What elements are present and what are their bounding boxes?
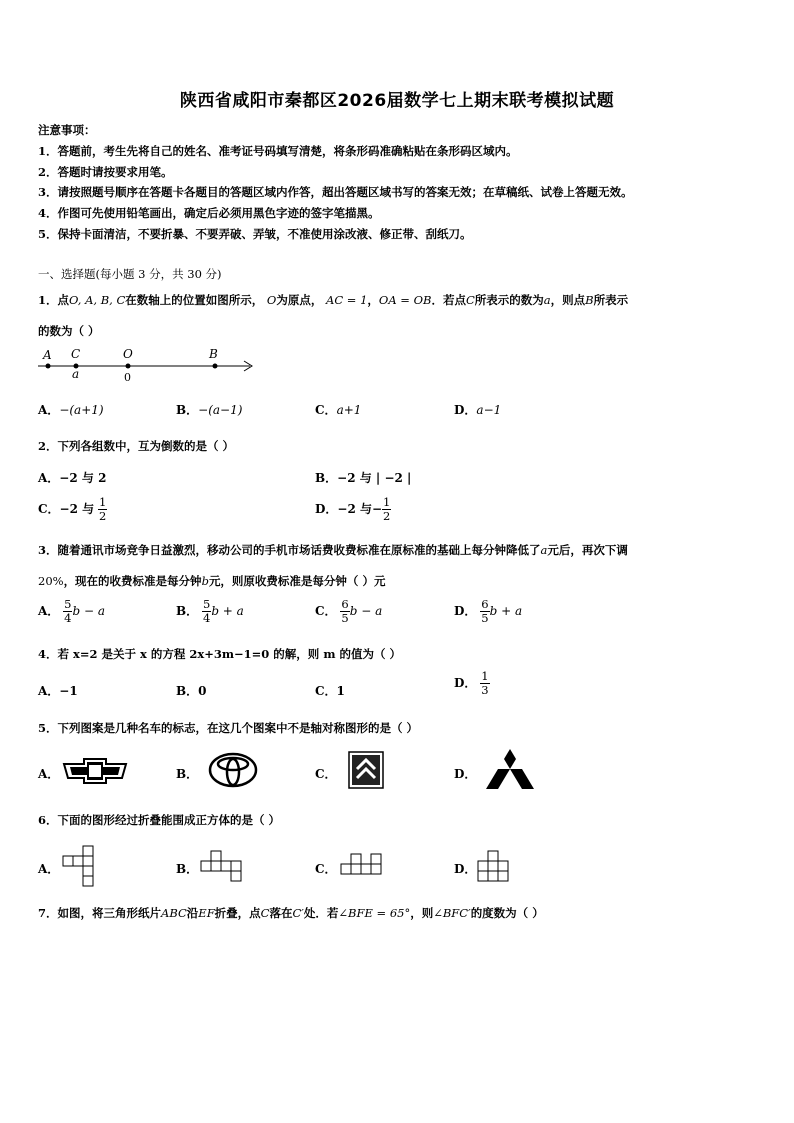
mitsubishi-logo-icon <box>484 748 536 790</box>
q1-stem-line1: 1．点O, A, B, C在数轴上的位置如图所示， O为原点， AC = 1，OA = OB．若点C所表示的数为a，则点B所表示 <box>38 293 629 307</box>
label-o: O <box>123 347 133 361</box>
q5-option-d[interactable]: D． <box>454 767 477 781</box>
q3-option-c[interactable]: C． $\frac{6}{5}$ b − a <box>315 597 383 625</box>
q1-option-d[interactable]: D．a−1 <box>454 403 502 417</box>
q1-option-c[interactable]: C．a+1 <box>315 403 362 417</box>
notice-item-3: 3．请按照题号顺序在答题卡各题目的答题区域内作答，超出答题区域书写的答案无效；在草稿纸、试卷上答题无效。 <box>38 185 633 199</box>
q3-option-d[interactable]: D． $\frac{6}{5}$ b + a <box>454 597 523 625</box>
q2-option-b[interactable]: B．−2 与 | −2 | <box>315 471 412 485</box>
label-a-value: a <box>72 367 80 381</box>
net-option-b <box>200 850 244 882</box>
notice-item-2: 2．答题时请按要求用笔。 <box>38 165 173 179</box>
q1-number-line <box>36 345 266 385</box>
q3-option-b[interactable]: B． $\frac{5}{4}$ b + a <box>176 597 244 625</box>
q6-option-a[interactable]: A． <box>38 862 60 876</box>
net-option-c <box>340 853 384 877</box>
section-heading: 一、选择题(每小题 3 分，共 30 分) <box>38 267 222 281</box>
q4-option-d[interactable]: D． $\frac{1}{3}$ <box>454 669 489 697</box>
chevrolet-logo-icon <box>62 756 128 786</box>
q4-option-c[interactable]: C．1 <box>315 684 345 698</box>
toyota-logo-icon <box>208 752 258 788</box>
q1-option-b[interactable]: B．−(a−1) <box>176 403 243 417</box>
q5-option-a[interactable]: A． <box>38 767 60 781</box>
q6-option-b[interactable]: B． <box>176 862 199 876</box>
q3-option-a[interactable]: A． $\frac{5}{4}$ b − a <box>38 597 105 625</box>
point-a-dot <box>46 364 51 369</box>
page-title: 陕西省咸阳市秦都区2026届数学七上期末联考模拟试题 <box>179 91 615 111</box>
net-option-a <box>62 845 102 887</box>
label-zero: 0 <box>124 371 131 384</box>
q2-option-a[interactable]: A．−2 与 2 <box>38 471 107 485</box>
q3-stem-line2: 20%，现在的收费标准是每分钟b元，则原收费标准是每分钟（ ）元 <box>38 574 386 588</box>
q1-stem-line2: 的数为（ ） <box>38 324 100 338</box>
label-c: C <box>71 347 81 361</box>
q2-stem: 2．下列各组数中，互为倒数的是（ ） <box>38 439 235 453</box>
citroen-logo-icon <box>348 751 384 789</box>
q6-stem: 6．下面的图形经过折叠能围成正方体的是（ ） <box>38 813 281 827</box>
point-o-dot <box>126 364 131 369</box>
q4-stem: 4．若 x=2 是关于 x 的方程 2x+3m−1=0 的解，则 m 的值为（ ） <box>38 647 401 661</box>
notice-item-1: 1．答题前，考生先将自己的姓名、准考证号码填写清楚，将条形码准确粘贴在条形码区域内。 <box>38 144 518 158</box>
q4-option-a[interactable]: A．−1 <box>38 684 78 698</box>
label-a: A <box>43 348 52 362</box>
net-option-d <box>477 850 511 884</box>
notice-item-5: 5．保持卡面清洁，不要折暴、不要弄破、弄皱，不准使用涂改液、修正带、刮纸刀。 <box>38 227 472 241</box>
point-b-dot <box>213 364 218 369</box>
q2-option-d[interactable]: D．−2 与− $\frac{1}{2}$ <box>315 495 391 523</box>
notice-item-4: 4．作图可先使用铅笔画出，确定后必须用黑色字迹的签字笔描黑。 <box>38 206 380 220</box>
q5-option-b[interactable]: B． <box>176 767 199 781</box>
q6-option-c[interactable]: C． <box>315 862 337 876</box>
q5-option-c[interactable]: C． <box>315 767 337 781</box>
q5-stem: 5．下列图案是几种名车的标志，在这几个图案中不是轴对称图形的是（ ） <box>38 721 419 735</box>
q3-stem-line1: 3．随着通讯市场竞争日益激烈，移动公司的手机市场话费收费标准在原标准的基础上每分钟降低了a元后，再次下调 <box>38 543 628 557</box>
q6-option-d[interactable]: D． <box>454 862 477 876</box>
label-b: B <box>209 347 218 361</box>
q4-option-b[interactable]: B．0 <box>176 684 207 698</box>
q2-option-c[interactable]: C．−2 与 $\frac{1}{2}$ <box>38 495 107 523</box>
q7-stem: 7．如图，将三角形纸片ABC沿EF折叠，点C落在C′处．若∠BFE = 65°，则∠BFC′的度数为（ ） <box>38 906 544 920</box>
q1-option-a[interactable]: A．−(a+1) <box>38 403 104 417</box>
notice-heading: 注意事项： <box>38 123 96 137</box>
